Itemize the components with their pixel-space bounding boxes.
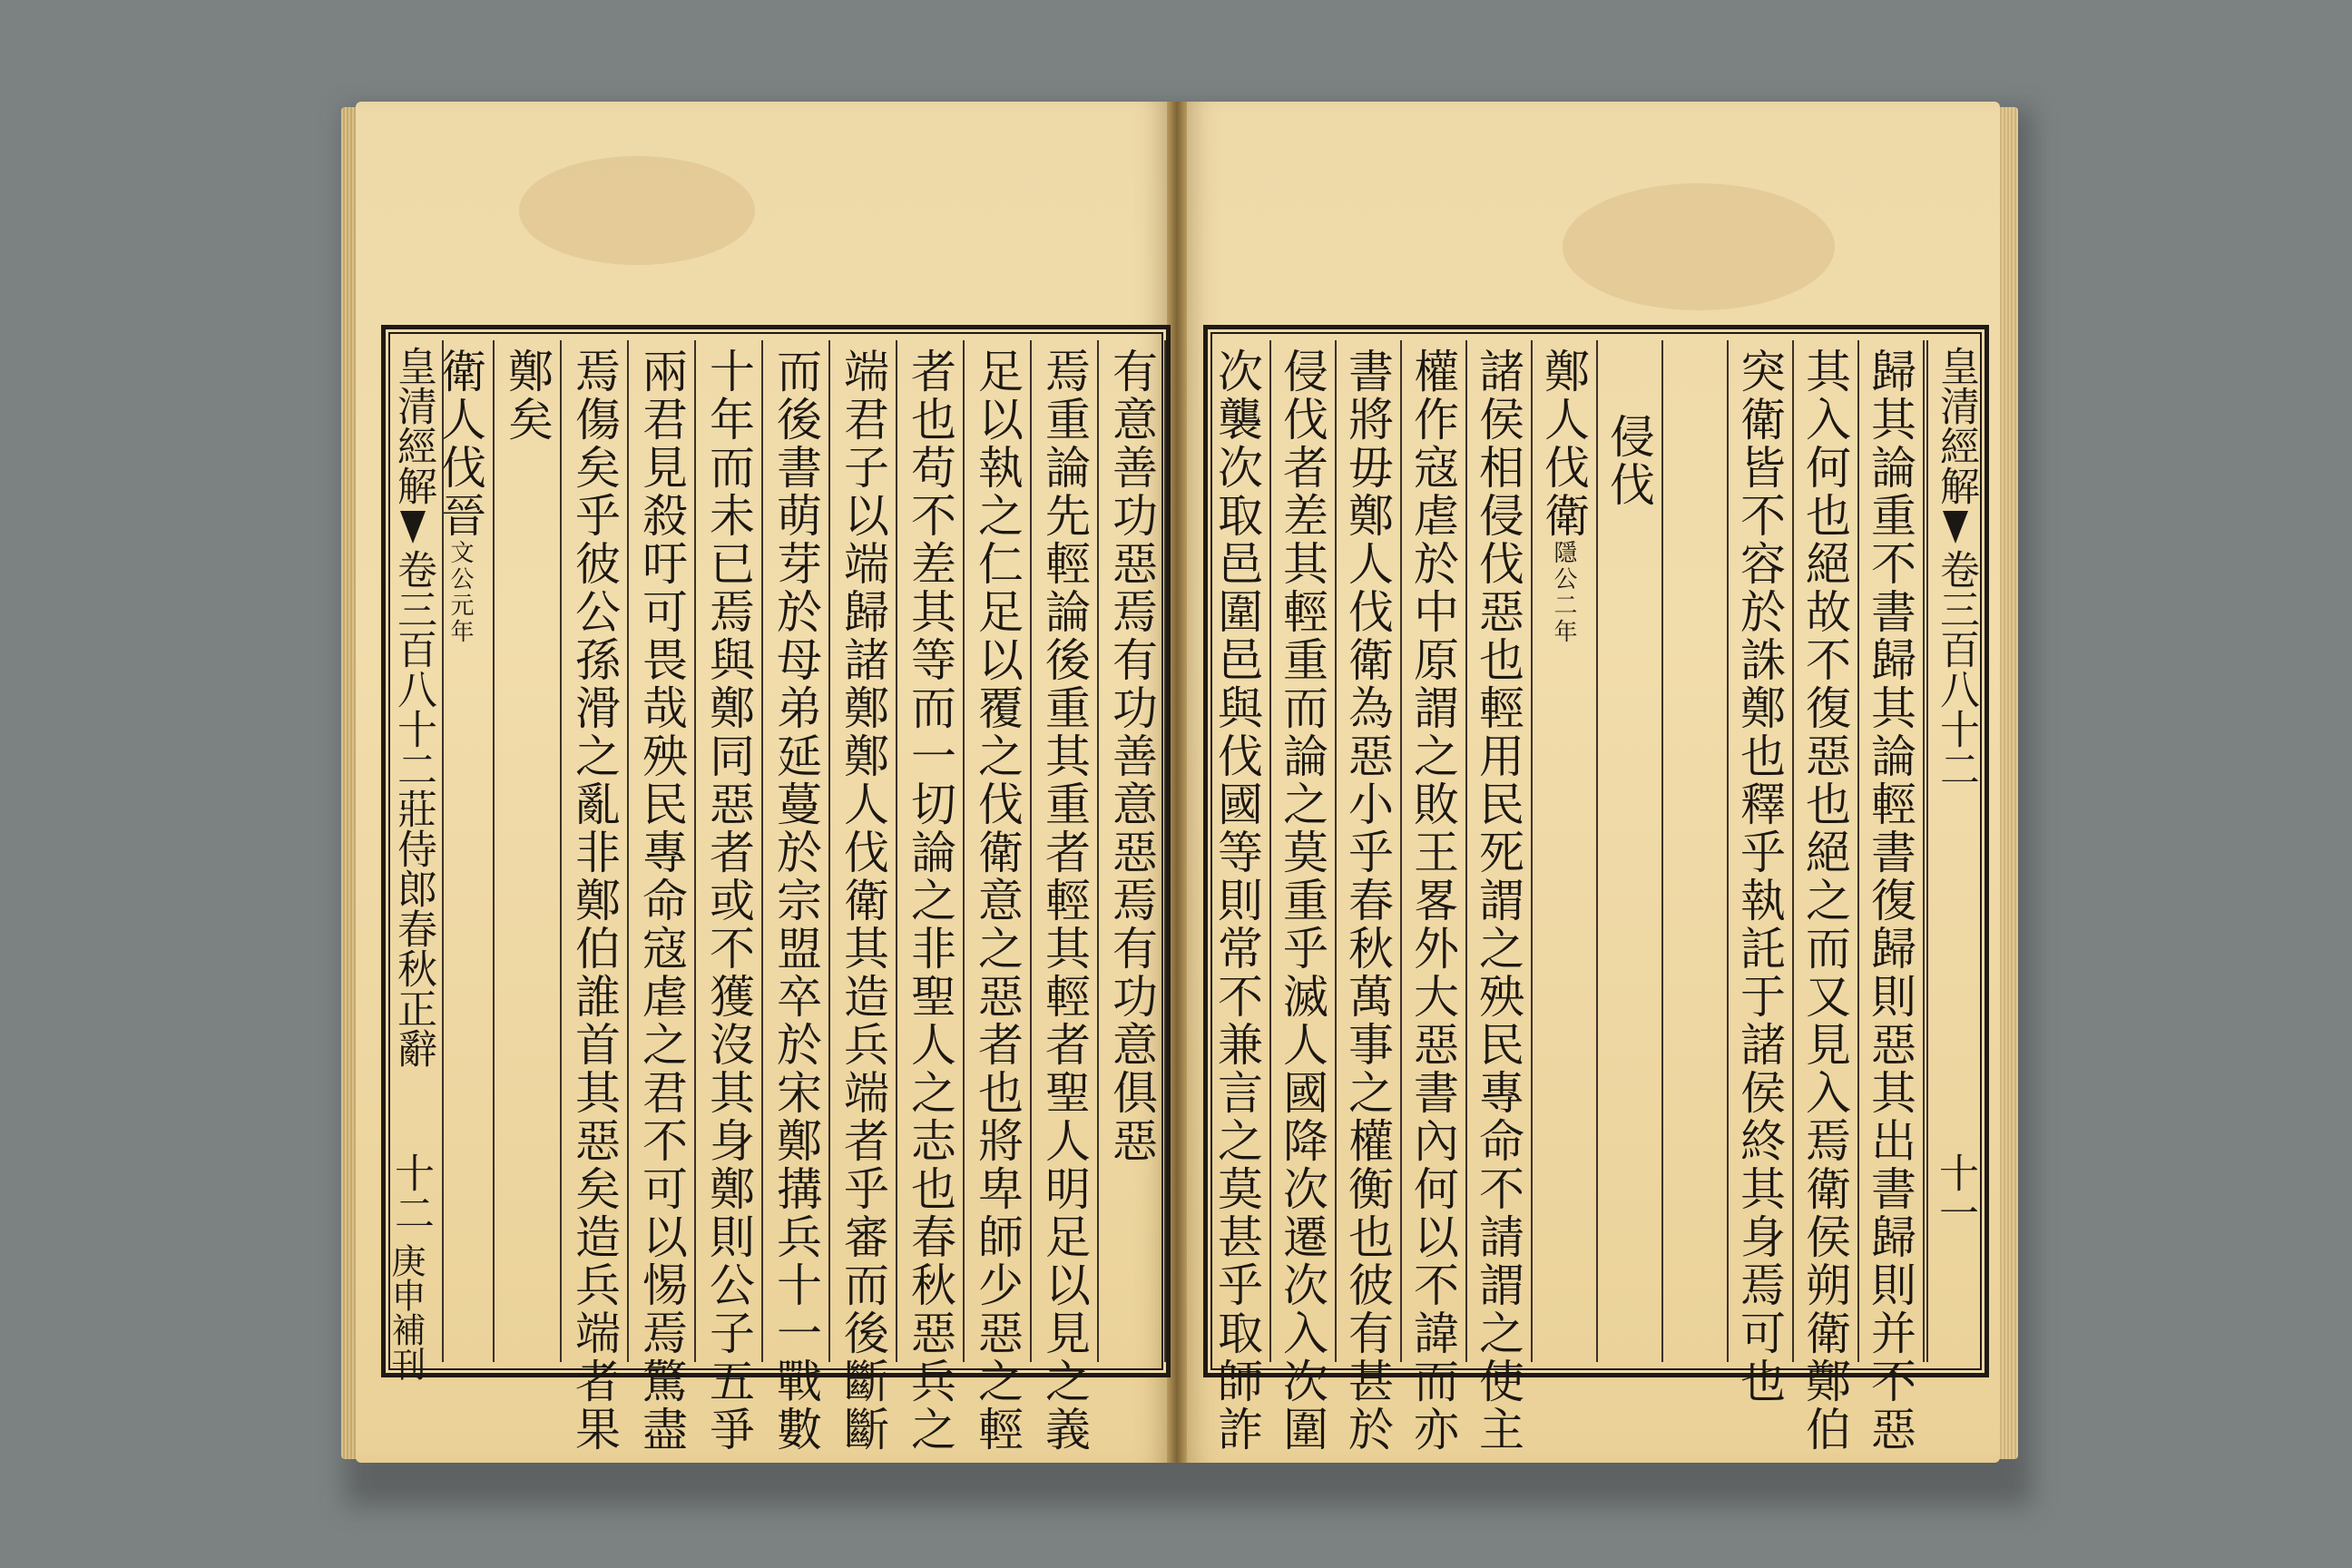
blank-column [1663, 340, 1729, 1362]
text-column: 者也苟不差其等而一切論之非聖人之志也春秋惡兵之 [899, 340, 965, 1362]
paper-stain [1563, 183, 1835, 310]
recut-note: 庚申補刊 [386, 1243, 426, 1381]
book-title: 皇清經解 [1933, 346, 1979, 505]
text-column: 而後書萌芽於母弟延蔓於宗盟卒於宋鄭搆兵十一戰數 [765, 340, 830, 1362]
entry-heading: 鄭人伐衛 [1537, 348, 1590, 540]
text-column: 焉重論先輕論後重其重者輕其輕者聖人明足以見之義 [1034, 340, 1099, 1362]
text-column: 端君子以端歸諸鄭鄭人伐衛其造兵端者乎審而後斷斷 [832, 340, 897, 1362]
spacer [1171, 1388, 1180, 1397]
fish-tail-mark [400, 511, 426, 544]
text-column: 突衛皆不容於誅鄭也釋乎執託于諸侯終其身焉可也 [1729, 340, 1794, 1362]
volume-number: 卷三百八十二 [1933, 549, 1979, 789]
text-column: 次襲次取邑圍邑與伐國等則常不兼言之莫甚乎取師詐 [1217, 340, 1271, 1362]
right-text-frame [1203, 325, 1989, 1454]
text-column: 鄭矣 [496, 340, 562, 1362]
reign-note: 隱公 [1550, 540, 1577, 593]
paper-stain [519, 156, 755, 265]
volume-number: 卷三百八十二 [390, 549, 436, 789]
text-column: 諸侯相侵伐惡也輕用民死謂之殃民專命不請謂之使主 [1467, 340, 1533, 1362]
work-title: 莊侍郎春秋正辭 [390, 789, 436, 1068]
fish-tail-mark [1943, 511, 1968, 544]
text-column: 其入何也絕故不復惡也絕之而又見入焉衛侯朔衛鄭伯 [1794, 340, 1859, 1362]
entry-heading-column [1533, 340, 1598, 1362]
text-column: 權作寇虐於中原謂之敗王畧外大惡書內何以不諱而亦 [1402, 340, 1467, 1362]
page-number: 十一 [1932, 1152, 1978, 1232]
book-title: 皇清經解 [390, 346, 436, 505]
text-column: 歸其論重不書歸其論輕書復歸則惡其出書歸則并不惡 [1859, 340, 1925, 1362]
text-column: 十年而未已焉與鄭同惡者或不獲沒其身鄭則公子五爭 [698, 340, 763, 1362]
text-column: 兩君見殺吁可畏哉殃民專命寇虐之君不可以惕焉驚盡 [631, 340, 696, 1362]
text-column: 焉傷矣乎彼公孫滑之亂非鄭伯誰首其惡矣造兵端者果 [564, 340, 629, 1362]
year-note: 二年 [1550, 593, 1577, 645]
heading-column [434, 340, 495, 1362]
entry-heading: 衛人伐晉 [434, 348, 486, 540]
year-note: 元年 [446, 593, 474, 645]
text-column: 有意善功惡焉有功善意惡焉有功意俱惡 [1101, 340, 1166, 1362]
left-text-frame [381, 325, 1171, 1454]
section-heading: 侵伐 [1598, 340, 1663, 1362]
text-column: 侵伐者差其輕重而論之莫重乎滅人國降次遷次入次圍 [1271, 340, 1337, 1362]
reign-note: 文公 [446, 540, 474, 593]
page-number: 十二 [387, 1152, 434, 1232]
text-column: 書將毋鄭人伐衛為惡小乎春秋萬事之權衡也彼有甚於 [1337, 340, 1402, 1362]
text-column: 足以執之仁足以覆之伐衛意之惡者也將卑師少惡之輕 [966, 340, 1032, 1362]
